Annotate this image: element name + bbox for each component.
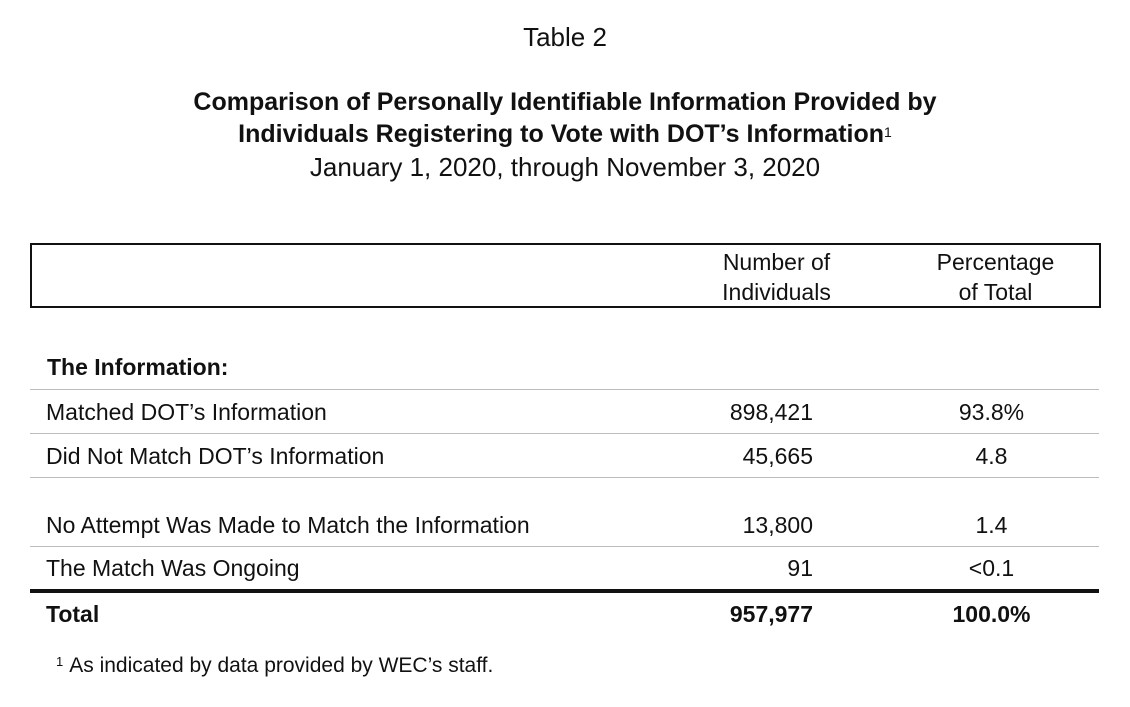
- row-percentage: 1.4: [975, 512, 1008, 538]
- row-divider: [30, 433, 1099, 434]
- row-label: No Attempt Was Made to Match the Information: [46, 512, 530, 538]
- row-number: 13,800: [742, 512, 813, 538]
- table-title-line-2: [0, 118, 1130, 150]
- table-title-block: [0, 86, 1130, 184]
- row-number: 45,665: [742, 443, 813, 469]
- column-header-percentage-line-1: Percentage: [936, 249, 1055, 275]
- footnote-marker: 1: [56, 654, 64, 669]
- row-percentage: 93.8%: [958, 399, 1025, 425]
- total-row: [30, 593, 1099, 635]
- footnote-text: As indicated by data provided by WEC’s staff.: [69, 654, 494, 677]
- table-row: [30, 435, 1099, 477]
- column-header-percentage: [912, 247, 1079, 307]
- row-label: Did Not Match DOT’s Information: [46, 443, 385, 469]
- title-footnote-marker: 1: [884, 124, 892, 140]
- table-title-line-2-text: Individuals Registering to Vote with DOT’s Information: [238, 120, 885, 148]
- column-header-percentage-line-2: of Total: [958, 279, 1033, 305]
- footnote: [56, 654, 493, 678]
- row-label: Matched DOT’s Information: [46, 399, 327, 425]
- table-row: [30, 504, 1099, 546]
- table-title-line-1: Comparison of Personally Identifiable Information Provided by: [193, 88, 937, 116]
- total-label: Total: [46, 601, 100, 627]
- column-header-number-line-1: Number of: [722, 249, 831, 275]
- table-row: [30, 391, 1099, 433]
- row-number: 898,421: [729, 399, 813, 425]
- section-heading: The Information:: [47, 354, 229, 380]
- row-label: The Match Was Ongoing: [46, 555, 300, 581]
- column-header-number-line-2: Individuals: [722, 279, 831, 305]
- row-percentage: 4.8: [975, 443, 1008, 469]
- column-header-box: [30, 243, 1101, 308]
- table-subtitle: January 1, 2020, through November 3, 2020: [309, 152, 821, 182]
- row-divider: [30, 477, 1099, 478]
- row-divider: [30, 389, 1099, 390]
- total-number: 957,977: [729, 601, 813, 627]
- table-label: Table 2: [523, 22, 607, 52]
- column-header-number: [693, 247, 860, 307]
- total-percentage: 100.0%: [952, 601, 1031, 627]
- table-row: [30, 547, 1099, 589]
- row-percentage: <0.1: [968, 555, 1015, 581]
- row-number: 91: [787, 555, 813, 581]
